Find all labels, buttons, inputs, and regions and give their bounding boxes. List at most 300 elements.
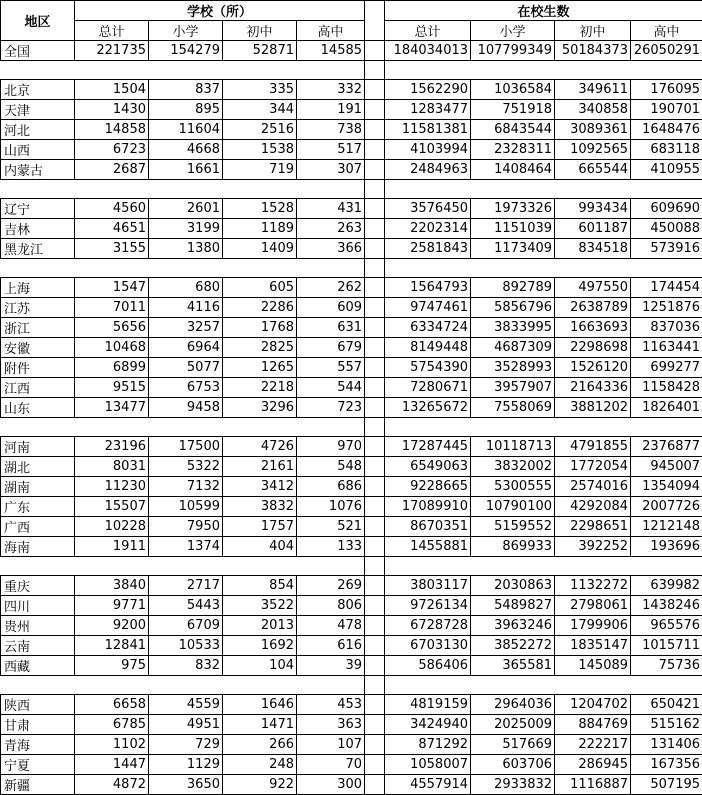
- school-count: 266: [223, 735, 297, 755]
- region-name: 山东: [1, 398, 75, 418]
- student-count: 1116887: [555, 775, 631, 795]
- school-count: 895: [149, 100, 223, 120]
- student-count: 10118713: [471, 437, 555, 457]
- school-count: 605: [223, 278, 297, 298]
- table-row: [1, 576, 702, 596]
- school-count: 6658: [75, 695, 149, 715]
- spacer-cell: [297, 259, 365, 278]
- school-count: 1692: [223, 636, 297, 656]
- school-count: 1504: [75, 80, 149, 100]
- region-name: 河北: [1, 120, 75, 140]
- table-row: [1, 656, 702, 676]
- header-row-2: [1, 21, 702, 41]
- gap-column: [365, 775, 385, 795]
- student-count: 1015711: [631, 636, 702, 656]
- school-count: 23196: [75, 437, 149, 457]
- student-count: 2025009: [471, 715, 555, 735]
- region-name: 云南: [1, 636, 75, 656]
- school-count: 6723: [75, 140, 149, 160]
- student-count: 184034013: [385, 41, 471, 61]
- student-count: 6334724: [385, 318, 471, 338]
- region-name: 湖南: [1, 477, 75, 497]
- student-count: 3424940: [385, 715, 471, 735]
- spacer-cell: [555, 61, 631, 80]
- gap-column: [365, 676, 385, 695]
- school-count: 17500: [149, 437, 223, 457]
- table-row: [1, 80, 702, 100]
- spacer-cell: [149, 61, 223, 80]
- student-count: 3576450: [385, 199, 471, 219]
- table-row: [1, 398, 702, 418]
- region-name: 上海: [1, 278, 75, 298]
- student-count: 4791855: [555, 437, 631, 457]
- gap-column: [365, 160, 385, 180]
- student-count: 2202314: [385, 219, 471, 239]
- student-count: 2638789: [555, 298, 631, 318]
- gap-column: [365, 318, 385, 338]
- gap-column: [365, 199, 385, 219]
- school-count: 363: [297, 715, 365, 735]
- region-name: 江苏: [1, 298, 75, 318]
- region-name: 黑龙江: [1, 239, 75, 259]
- student-count: 892789: [471, 278, 555, 298]
- student-count: 1455881: [385, 537, 471, 557]
- gap-column: [365, 636, 385, 656]
- table-row: [1, 100, 702, 120]
- student-count: 650421: [631, 695, 702, 715]
- student-count: 1058007: [385, 755, 471, 775]
- school-count: 300: [297, 775, 365, 795]
- student-count: 131406: [631, 735, 702, 755]
- school-count: 806: [297, 596, 365, 616]
- student-count: 3833995: [471, 318, 555, 338]
- school-count: 9515: [75, 378, 149, 398]
- student-count: 884769: [555, 715, 631, 735]
- gap-column: [365, 557, 385, 576]
- spacer-cell: [223, 180, 297, 199]
- spacer-cell: [1, 259, 75, 278]
- student-count: 286945: [555, 755, 631, 775]
- school-count: 5443: [149, 596, 223, 616]
- gap-column: [365, 278, 385, 298]
- spacer-cell: [149, 676, 223, 695]
- student-count: 1173409: [471, 239, 555, 259]
- spacer-cell: [471, 180, 555, 199]
- school-count: 11604: [149, 120, 223, 140]
- student-count: 993434: [555, 199, 631, 219]
- table-row: [1, 775, 702, 795]
- school-count: 975: [75, 656, 149, 676]
- school-count: 52871: [223, 41, 297, 61]
- student-count: 3852272: [471, 636, 555, 656]
- region-name: 甘肃: [1, 715, 75, 735]
- student-count: 4687309: [471, 338, 555, 358]
- region-name: 山西: [1, 140, 75, 160]
- school-count: 3650: [149, 775, 223, 795]
- region-name: 湖北: [1, 457, 75, 477]
- table-row: [1, 41, 702, 61]
- spacer-cell: [1, 557, 75, 576]
- student-count: 145089: [555, 656, 631, 676]
- table-row: [1, 437, 702, 457]
- student-count: 26050291: [631, 41, 702, 61]
- student-count: 167356: [631, 755, 702, 775]
- school-count: 5322: [149, 457, 223, 477]
- school-count: 14585: [297, 41, 365, 61]
- student-count: 2376877: [631, 437, 702, 457]
- school-count: 133: [297, 537, 365, 557]
- student-count: 837036: [631, 318, 702, 338]
- gap-column: [365, 1, 385, 41]
- student-count: 8149448: [385, 338, 471, 358]
- region-name: 青海: [1, 735, 75, 755]
- school-count: 970: [297, 437, 365, 457]
- spacer-cell: [631, 557, 702, 576]
- spacer-cell: [75, 61, 149, 80]
- school-count: 616: [297, 636, 365, 656]
- student-count: 6703130: [385, 636, 471, 656]
- spacer-cell: [149, 259, 223, 278]
- school-count: 6709: [149, 616, 223, 636]
- table-row: [1, 219, 702, 239]
- student-count: 2328311: [471, 140, 555, 160]
- school-count: 719: [223, 160, 297, 180]
- spacer-cell: [223, 557, 297, 576]
- school-count: 4559: [149, 695, 223, 715]
- school-count: 922: [223, 775, 297, 795]
- student-count: 50184373: [555, 41, 631, 61]
- spacer-cell: [385, 180, 471, 199]
- student-count: 1158428: [631, 378, 702, 398]
- table-row: [1, 378, 702, 398]
- table-row: [1, 715, 702, 735]
- school-count: 3522: [223, 596, 297, 616]
- school-count: 1768: [223, 318, 297, 338]
- student-count: 1163441: [631, 338, 702, 358]
- student-count: 1408464: [471, 160, 555, 180]
- school-count: 39: [297, 656, 365, 676]
- student-count: 3803117: [385, 576, 471, 596]
- table-row: [1, 120, 702, 140]
- school-count: 3257: [149, 318, 223, 338]
- gap-column: [365, 61, 385, 80]
- school-count: 248: [223, 755, 297, 775]
- student-count: 2964036: [471, 695, 555, 715]
- school-count: 9458: [149, 398, 223, 418]
- school-count: 1076: [297, 497, 365, 517]
- student-count: 603706: [471, 755, 555, 775]
- student-count: 869933: [471, 537, 555, 557]
- student-count: 11581381: [385, 120, 471, 140]
- table-row: [1, 636, 702, 656]
- school-count: 517: [297, 140, 365, 160]
- table-row: [1, 318, 702, 338]
- student-count: 450088: [631, 219, 702, 239]
- student-count: 1438246: [631, 596, 702, 616]
- region-name: 陕西: [1, 695, 75, 715]
- student-count: 1564793: [385, 278, 471, 298]
- school-count: 1757: [223, 517, 297, 537]
- school-count: 2516: [223, 120, 297, 140]
- school-count: 1547: [75, 278, 149, 298]
- table-row: [1, 298, 702, 318]
- students-primary-header: 小学: [471, 21, 555, 41]
- student-count: 2581843: [385, 239, 471, 259]
- school-count: 12841: [75, 636, 149, 656]
- student-count: 5754390: [385, 358, 471, 378]
- school-count: 2601: [149, 199, 223, 219]
- gap-column: [365, 497, 385, 517]
- student-count: 10790100: [471, 497, 555, 517]
- spacer-row: [1, 180, 702, 199]
- school-count: 557: [297, 358, 365, 378]
- school-count: 3155: [75, 239, 149, 259]
- school-count: 738: [297, 120, 365, 140]
- school-count: 6899: [75, 358, 149, 378]
- region-name: 广西: [1, 517, 75, 537]
- school-count: 1661: [149, 160, 223, 180]
- region-name: 北京: [1, 80, 75, 100]
- school-count: 404: [223, 537, 297, 557]
- school-count: 5656: [75, 318, 149, 338]
- spacer-cell: [1, 180, 75, 199]
- school-count: 9771: [75, 596, 149, 616]
- school-count: 221735: [75, 41, 149, 61]
- spacer-cell: [555, 418, 631, 437]
- table-row: [1, 338, 702, 358]
- school-count: 4116: [149, 298, 223, 318]
- student-count: 1799906: [555, 616, 631, 636]
- school-count: 6964: [149, 338, 223, 358]
- school-count: 335: [223, 80, 297, 100]
- table-row: [1, 477, 702, 497]
- student-count: 5159552: [471, 517, 555, 537]
- school-count: 14858: [75, 120, 149, 140]
- school-count: 2286: [223, 298, 297, 318]
- school-count: 262: [297, 278, 365, 298]
- school-count: 3199: [149, 219, 223, 239]
- school-count: 680: [149, 278, 223, 298]
- school-count: 70: [297, 755, 365, 775]
- school-count: 686: [297, 477, 365, 497]
- gap-column: [365, 358, 385, 378]
- gap-column: [365, 437, 385, 457]
- gap-column: [365, 298, 385, 318]
- school-count: 854: [223, 576, 297, 596]
- table-row: [1, 596, 702, 616]
- school-count: 478: [297, 616, 365, 636]
- table-row: [1, 735, 702, 755]
- spacer-cell: [1, 676, 75, 695]
- region-name: 贵州: [1, 616, 75, 636]
- school-count: 332: [297, 80, 365, 100]
- student-count: 1648476: [631, 120, 702, 140]
- table-row: [1, 140, 702, 160]
- student-count: 1526120: [555, 358, 631, 378]
- school-count: 679: [297, 338, 365, 358]
- school-count: 544: [297, 378, 365, 398]
- gap-column: [365, 596, 385, 616]
- region-name: 辽宁: [1, 199, 75, 219]
- school-count: 609: [297, 298, 365, 318]
- school-count: 191: [297, 100, 365, 120]
- gap-column: [365, 715, 385, 735]
- spacer-cell: [385, 676, 471, 695]
- table-row: [1, 537, 702, 557]
- region-header: 地区: [1, 1, 75, 41]
- gap-column: [365, 695, 385, 715]
- region-name: 安徽: [1, 338, 75, 358]
- student-count: 2298698: [555, 338, 631, 358]
- student-count: 5856796: [471, 298, 555, 318]
- spacer-cell: [75, 180, 149, 199]
- gap-column: [365, 120, 385, 140]
- spacer-cell: [223, 676, 297, 695]
- gap-column: [365, 735, 385, 755]
- school-count: 2218: [223, 378, 297, 398]
- spacer-cell: [149, 418, 223, 437]
- student-count: 13265672: [385, 398, 471, 418]
- gap-column: [365, 378, 385, 398]
- student-count: 1251876: [631, 298, 702, 318]
- spacer-cell: [223, 259, 297, 278]
- spacer-cell: [297, 61, 365, 80]
- student-count: 7558069: [471, 398, 555, 418]
- student-count: 1132272: [555, 576, 631, 596]
- student-count: 1562290: [385, 80, 471, 100]
- school-count: 269: [297, 576, 365, 596]
- school-count: 1911: [75, 537, 149, 557]
- student-count: 834518: [555, 239, 631, 259]
- school-count: 4726: [223, 437, 297, 457]
- gap-column: [365, 239, 385, 259]
- student-count: 2933832: [471, 775, 555, 795]
- spacer-cell: [75, 259, 149, 278]
- student-count: 4103994: [385, 140, 471, 160]
- spacer-cell: [297, 418, 365, 437]
- student-count: 1212148: [631, 517, 702, 537]
- student-count: 392252: [555, 537, 631, 557]
- student-count: 665544: [555, 160, 631, 180]
- header-row-1: [1, 1, 702, 21]
- spacer-cell: [75, 676, 149, 695]
- school-count: 10228: [75, 517, 149, 537]
- student-count: 9726134: [385, 596, 471, 616]
- student-count: 193696: [631, 537, 702, 557]
- spacer-cell: [1, 418, 75, 437]
- school-count: 13477: [75, 398, 149, 418]
- school-count: 729: [149, 735, 223, 755]
- table-row: [1, 358, 702, 378]
- gap-column: [365, 140, 385, 160]
- school-count: 548: [297, 457, 365, 477]
- school-count: 263: [297, 219, 365, 239]
- school-count: 2825: [223, 338, 297, 358]
- school-count: 2013: [223, 616, 297, 636]
- school-count: 837: [149, 80, 223, 100]
- school-count: 4872: [75, 775, 149, 795]
- school-count: 1538: [223, 140, 297, 160]
- student-count: 2574016: [555, 477, 631, 497]
- gap-column: [365, 100, 385, 120]
- school-count: 10599: [149, 497, 223, 517]
- student-count: 639982: [631, 576, 702, 596]
- spacer-cell: [297, 557, 365, 576]
- schools-junior-header: 初中: [223, 21, 297, 41]
- school-count: 1471: [223, 715, 297, 735]
- school-count: 9200: [75, 616, 149, 636]
- student-count: 586406: [385, 656, 471, 676]
- student-count: 515162: [631, 715, 702, 735]
- school-count: 15507: [75, 497, 149, 517]
- gap-column: [365, 338, 385, 358]
- spacer-cell: [471, 676, 555, 695]
- student-count: 4292084: [555, 497, 631, 517]
- table-row: [1, 239, 702, 259]
- spacer-cell: [631, 61, 702, 80]
- student-count: 1283477: [385, 100, 471, 120]
- student-count: 1826401: [631, 398, 702, 418]
- school-count: 7950: [149, 517, 223, 537]
- gap-column: [365, 418, 385, 437]
- student-count: 573916: [631, 239, 702, 259]
- region-name: 广东: [1, 497, 75, 517]
- spacer-cell: [471, 418, 555, 437]
- school-count: 4668: [149, 140, 223, 160]
- student-count: 1663693: [555, 318, 631, 338]
- table-row: [1, 497, 702, 517]
- student-count: 4557914: [385, 775, 471, 795]
- school-count: 10533: [149, 636, 223, 656]
- gap-column: [365, 41, 385, 61]
- student-count: 2164336: [555, 378, 631, 398]
- gap-column: [365, 219, 385, 239]
- school-count: 104: [223, 656, 297, 676]
- school-count: 1380: [149, 239, 223, 259]
- gap-column: [365, 180, 385, 199]
- region-name: 浙江: [1, 318, 75, 338]
- school-count: 1528: [223, 199, 297, 219]
- student-count: 1354094: [631, 477, 702, 497]
- school-count: 1102: [75, 735, 149, 755]
- spacer-cell: [1, 61, 75, 80]
- region-name: 重庆: [1, 576, 75, 596]
- student-count: 107799349: [471, 41, 555, 61]
- spacer-cell: [385, 61, 471, 80]
- spacer-cell: [631, 259, 702, 278]
- spacer-cell: [631, 418, 702, 437]
- region-name: 宁夏: [1, 755, 75, 775]
- student-count: 365581: [471, 656, 555, 676]
- student-count: 3963246: [471, 616, 555, 636]
- gap-column: [365, 398, 385, 418]
- school-count: 2687: [75, 160, 149, 180]
- student-count: 609690: [631, 199, 702, 219]
- school-count: 1189: [223, 219, 297, 239]
- student-count: 2298651: [555, 517, 631, 537]
- student-count: 5489827: [471, 596, 555, 616]
- schools-senior-header: 高中: [297, 21, 365, 41]
- student-count: 222217: [555, 735, 631, 755]
- spacer-cell: [471, 61, 555, 80]
- region-name: 江西: [1, 378, 75, 398]
- school-count: 631: [297, 318, 365, 338]
- school-count: 1447: [75, 755, 149, 775]
- school-count: 832: [149, 656, 223, 676]
- region-name: 吉林: [1, 219, 75, 239]
- spacer-cell: [149, 557, 223, 576]
- student-count: 683118: [631, 140, 702, 160]
